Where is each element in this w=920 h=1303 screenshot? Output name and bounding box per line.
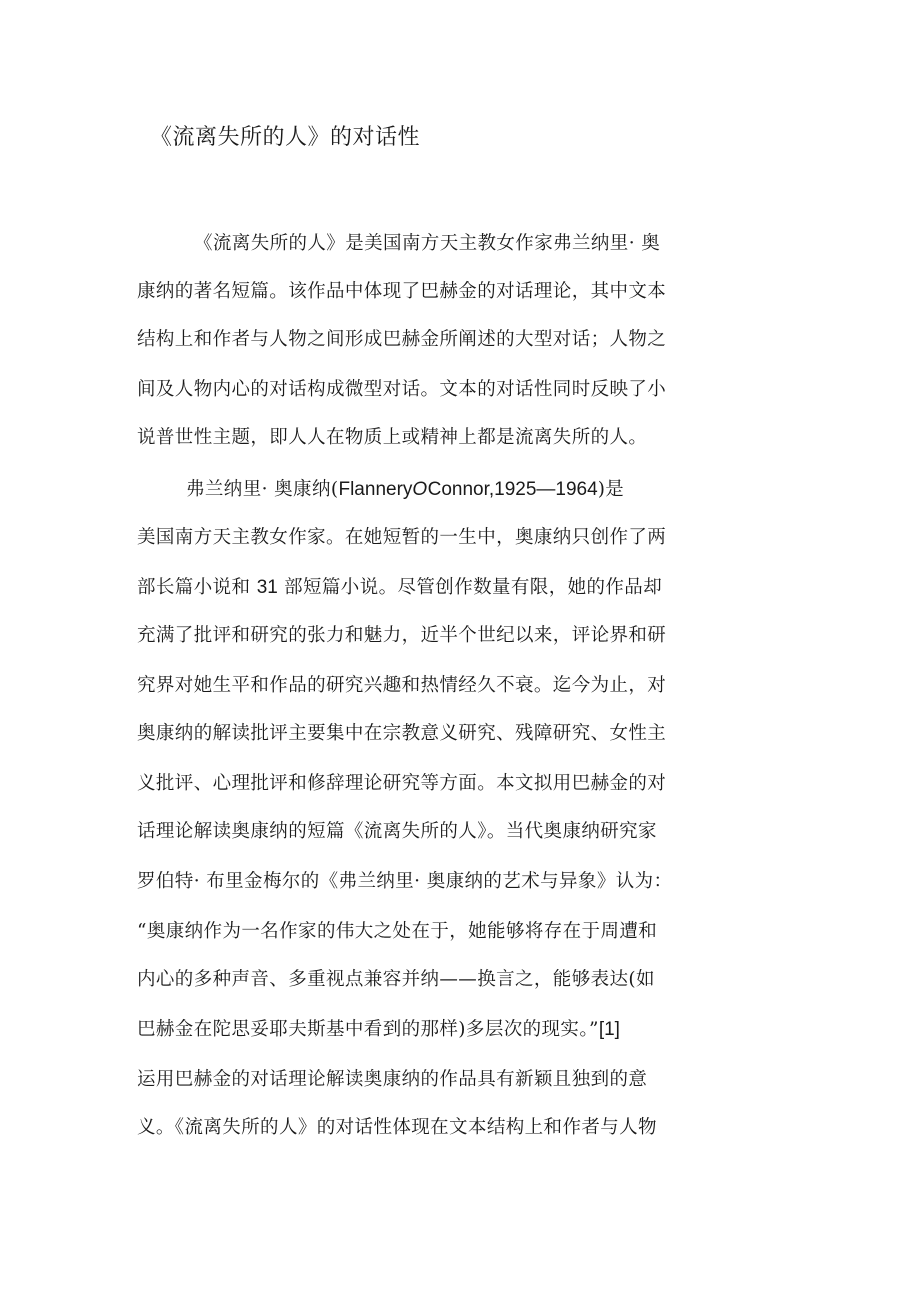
body-line: 充满了批评和研究的张力和魅力，近半个世纪以来，评论界和研	[137, 625, 667, 646]
body-line: 罗伯特· 布里金梅尔的《弗兰纳里· 奥康纳的艺术与异象》认为：	[137, 871, 673, 892]
body-line-3-suffix: 部短篇小说。尽管创作数量有限，她的作品却	[277, 577, 663, 598]
body-first-line-suffix: )是	[597, 479, 625, 500]
author-name-flannery: Flannery	[338, 479, 413, 500]
abstract-line: 说普世性主题，即人人在物质上或精神上都是流离失所的人。	[137, 427, 648, 448]
citation-line-text: 巴赫金在陀思妥耶夫斯基中看到的那样)多层次的现实。”	[137, 1019, 599, 1040]
body-line: 美国南方天主教女作家。在她短暂的一生中，奥康纳只创作了两	[137, 527, 667, 548]
body-citation-line	[137, 1017, 620, 1043]
author-name-connor-dates: Connor,1925—1964	[427, 479, 598, 500]
document-title: 《流离失所的人》的对话性	[150, 125, 421, 150]
abstract-line: 结构上和作者与人物之间形成巴赫金所阐述的大型对话；人物之	[137, 329, 667, 350]
citation-reference: [1]	[598, 1019, 620, 1040]
body-line: 奥康纳的解读批评主要集中在宗教意义研究、残障研究、女性主	[137, 723, 667, 744]
body-line: 义批评、心理批评和修辞理论研究等方面。本文拟用巴赫金的对	[137, 773, 667, 794]
author-name-o: O	[412, 479, 428, 500]
body-line: 运用巴赫金的对话理论解读奥康纳的作品具有新颖且独到的意	[137, 1069, 648, 1090]
abstract-line: 康纳的著名短篇。该作品中体现了巴赫金的对话理论，其中文本	[137, 281, 667, 302]
abstract-line: 《流离失所的人》是美国南方天主教女作家弗兰纳里· 奥	[194, 233, 661, 254]
body-line: 内心的多种声音、多重视点兼容并纳——换言之，能够表达(如	[137, 969, 655, 990]
body-line-3-prefix: 部长篇小说和	[137, 577, 257, 598]
short-story-count: 31	[256, 577, 278, 598]
body-first-line-prefix: 弗兰纳里· 奥康纳(	[186, 479, 339, 500]
body-line: 话理论解读奥康纳的短篇《流离失所的人》。当代奥康纳研究家	[137, 821, 657, 842]
body-line	[137, 575, 662, 601]
body-line: 究界对她生平和作品的研究兴趣和热情经久不衰。迄今为止，对	[137, 675, 667, 696]
abstract-line: 间及人物内心的对话构成微型对话。文本的对话性同时反映了小	[137, 379, 667, 400]
body-line: “奥康纳作为一名作家的伟大之处在于，她能够将存在于周遭和	[137, 921, 658, 942]
body-first-line	[186, 477, 624, 503]
body-line: 义。《流离失所的人》的对话性体现在文本结构上和作者与人物	[137, 1117, 657, 1138]
